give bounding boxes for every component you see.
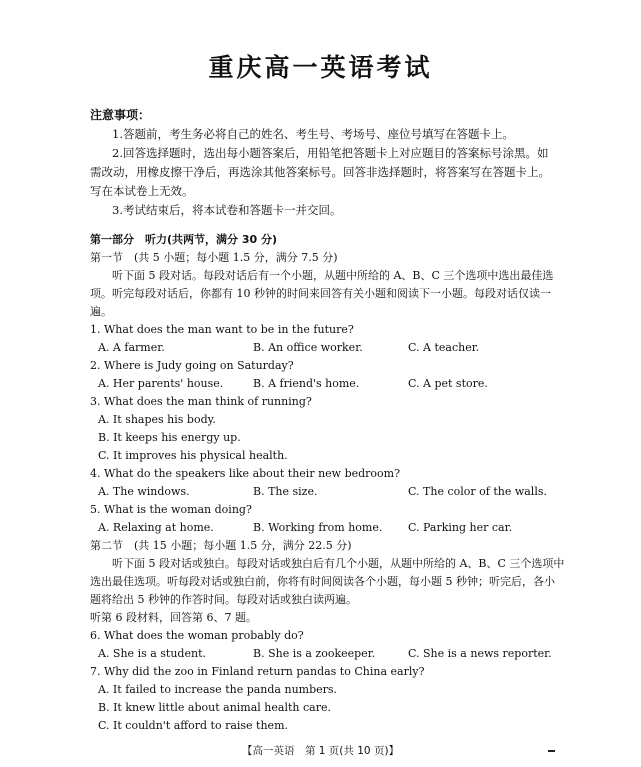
option-c: C. She is a news reporter. (408, 647, 552, 660)
question-stem: 2. Where is Judy going on Saturday? (90, 359, 294, 372)
note-item: 2.回答选择题时，选出每小题答案后，用铅笔把答题卡上对应题目的答案标号涂黑。如需改动，用橡皮擦干净后，再选涂其他答案标号。回答非选择题时，将答案写在答题卡上。写在本试卷上无效。 (90, 146, 550, 198)
option-c: C. A pet store. (408, 377, 488, 390)
question-stem: 6. What does the woman probably do? (90, 629, 304, 642)
option-a: A. Relaxing at home. (98, 521, 214, 534)
question-stem: 7. Why did the zoo in Finland return pandas to China early? (90, 665, 425, 678)
question-stem: 4. What do the speakers like about their new bedroom? (90, 467, 401, 480)
notes-section (90, 106, 550, 220)
page-footer: 【高一英语 第 1 页(共 10 页)】 (241, 745, 400, 757)
option-c: C. The color of the walls. (408, 485, 547, 498)
option-c: C. A teacher. (408, 341, 480, 354)
note-item: 3.考试结束后，将本试卷和答题卡一并交回。 (112, 203, 342, 217)
option-c: C. It improves his physical health. (98, 449, 288, 462)
option-b: B. Working from home. (253, 521, 383, 534)
question-stem: 5. What is the woman doing? (90, 503, 252, 516)
material-note: 听第 6 段材料，回答第 6、7 题。 (90, 611, 257, 624)
option-c: C. Parking her car. (408, 521, 513, 534)
question-options (90, 645, 565, 663)
exam-title: 重庆高一英语考试 (208, 53, 433, 82)
question-options (90, 339, 565, 357)
question-stem: 3. What does the man think of running? (90, 395, 312, 408)
question-options (90, 375, 565, 393)
option-b: B. A friend's home. (253, 377, 360, 390)
option-a: A. She is a student. (98, 647, 206, 660)
option-b: B. An office worker. (253, 341, 363, 354)
corner-mark (548, 750, 555, 752)
section2-heading: 第二节 (共 15 小题；每小题 1.5 分，满分 22.5 分) (90, 539, 352, 552)
option-a: A. Her parents' house. (98, 377, 224, 390)
option-a: A. The windows. (98, 485, 190, 498)
option-a: A. A farmer. (98, 341, 165, 354)
section2-instructions: 听下面 5 段对话或独白。每段对话或独白后有几个小题，从题中所给的 A、B、C 三个选项中选出最佳选项。听每段对话或独白前，你将有时间阅读各个小题，每小题 5 秒钟；听完后，各小题将给出 5 秒钟的作答时间。每段对话或独白读两遍。 (90, 557, 565, 606)
option-a: A. It shapes his body. (98, 413, 216, 426)
section1-heading: 第一节 (共 5 小题；每小题 1.5 分，满分 7.5 分) (90, 251, 338, 264)
question-options (90, 483, 565, 501)
option-b: B. It keeps his energy up. (98, 431, 241, 444)
option-c: C. It couldn't afford to raise them. (98, 719, 288, 732)
note-item: 1.答题前，考生务必将自己的姓名、考生号、考场号、座位号填写在答题卡上。 (112, 127, 514, 141)
option-b: B. She is a zookeeper. (253, 647, 376, 660)
option-b: B. It knew little about animal health care. (98, 701, 331, 714)
question-stem: 1. What does the man want to be in the future? (90, 323, 354, 336)
question-options (90, 519, 565, 537)
listening-part (90, 231, 565, 735)
option-a: A. It failed to increase the panda numbers. (98, 683, 338, 696)
option-b: B. The size. (253, 485, 318, 498)
notes-heading: 注意事项： (90, 108, 151, 122)
part-heading: 第一部分 听力(共两节，满分 30 分) (90, 233, 278, 246)
section1-instructions: 听下面 5 段对话。每段对话后有一个小题，从题中所给的 A、B、C 三个选项中选出最佳选项。听完每段对话后，你都有 10 秒钟的时间来回答有关小题和阅读下一小题。每段对话仅读一遍。 (90, 269, 554, 318)
